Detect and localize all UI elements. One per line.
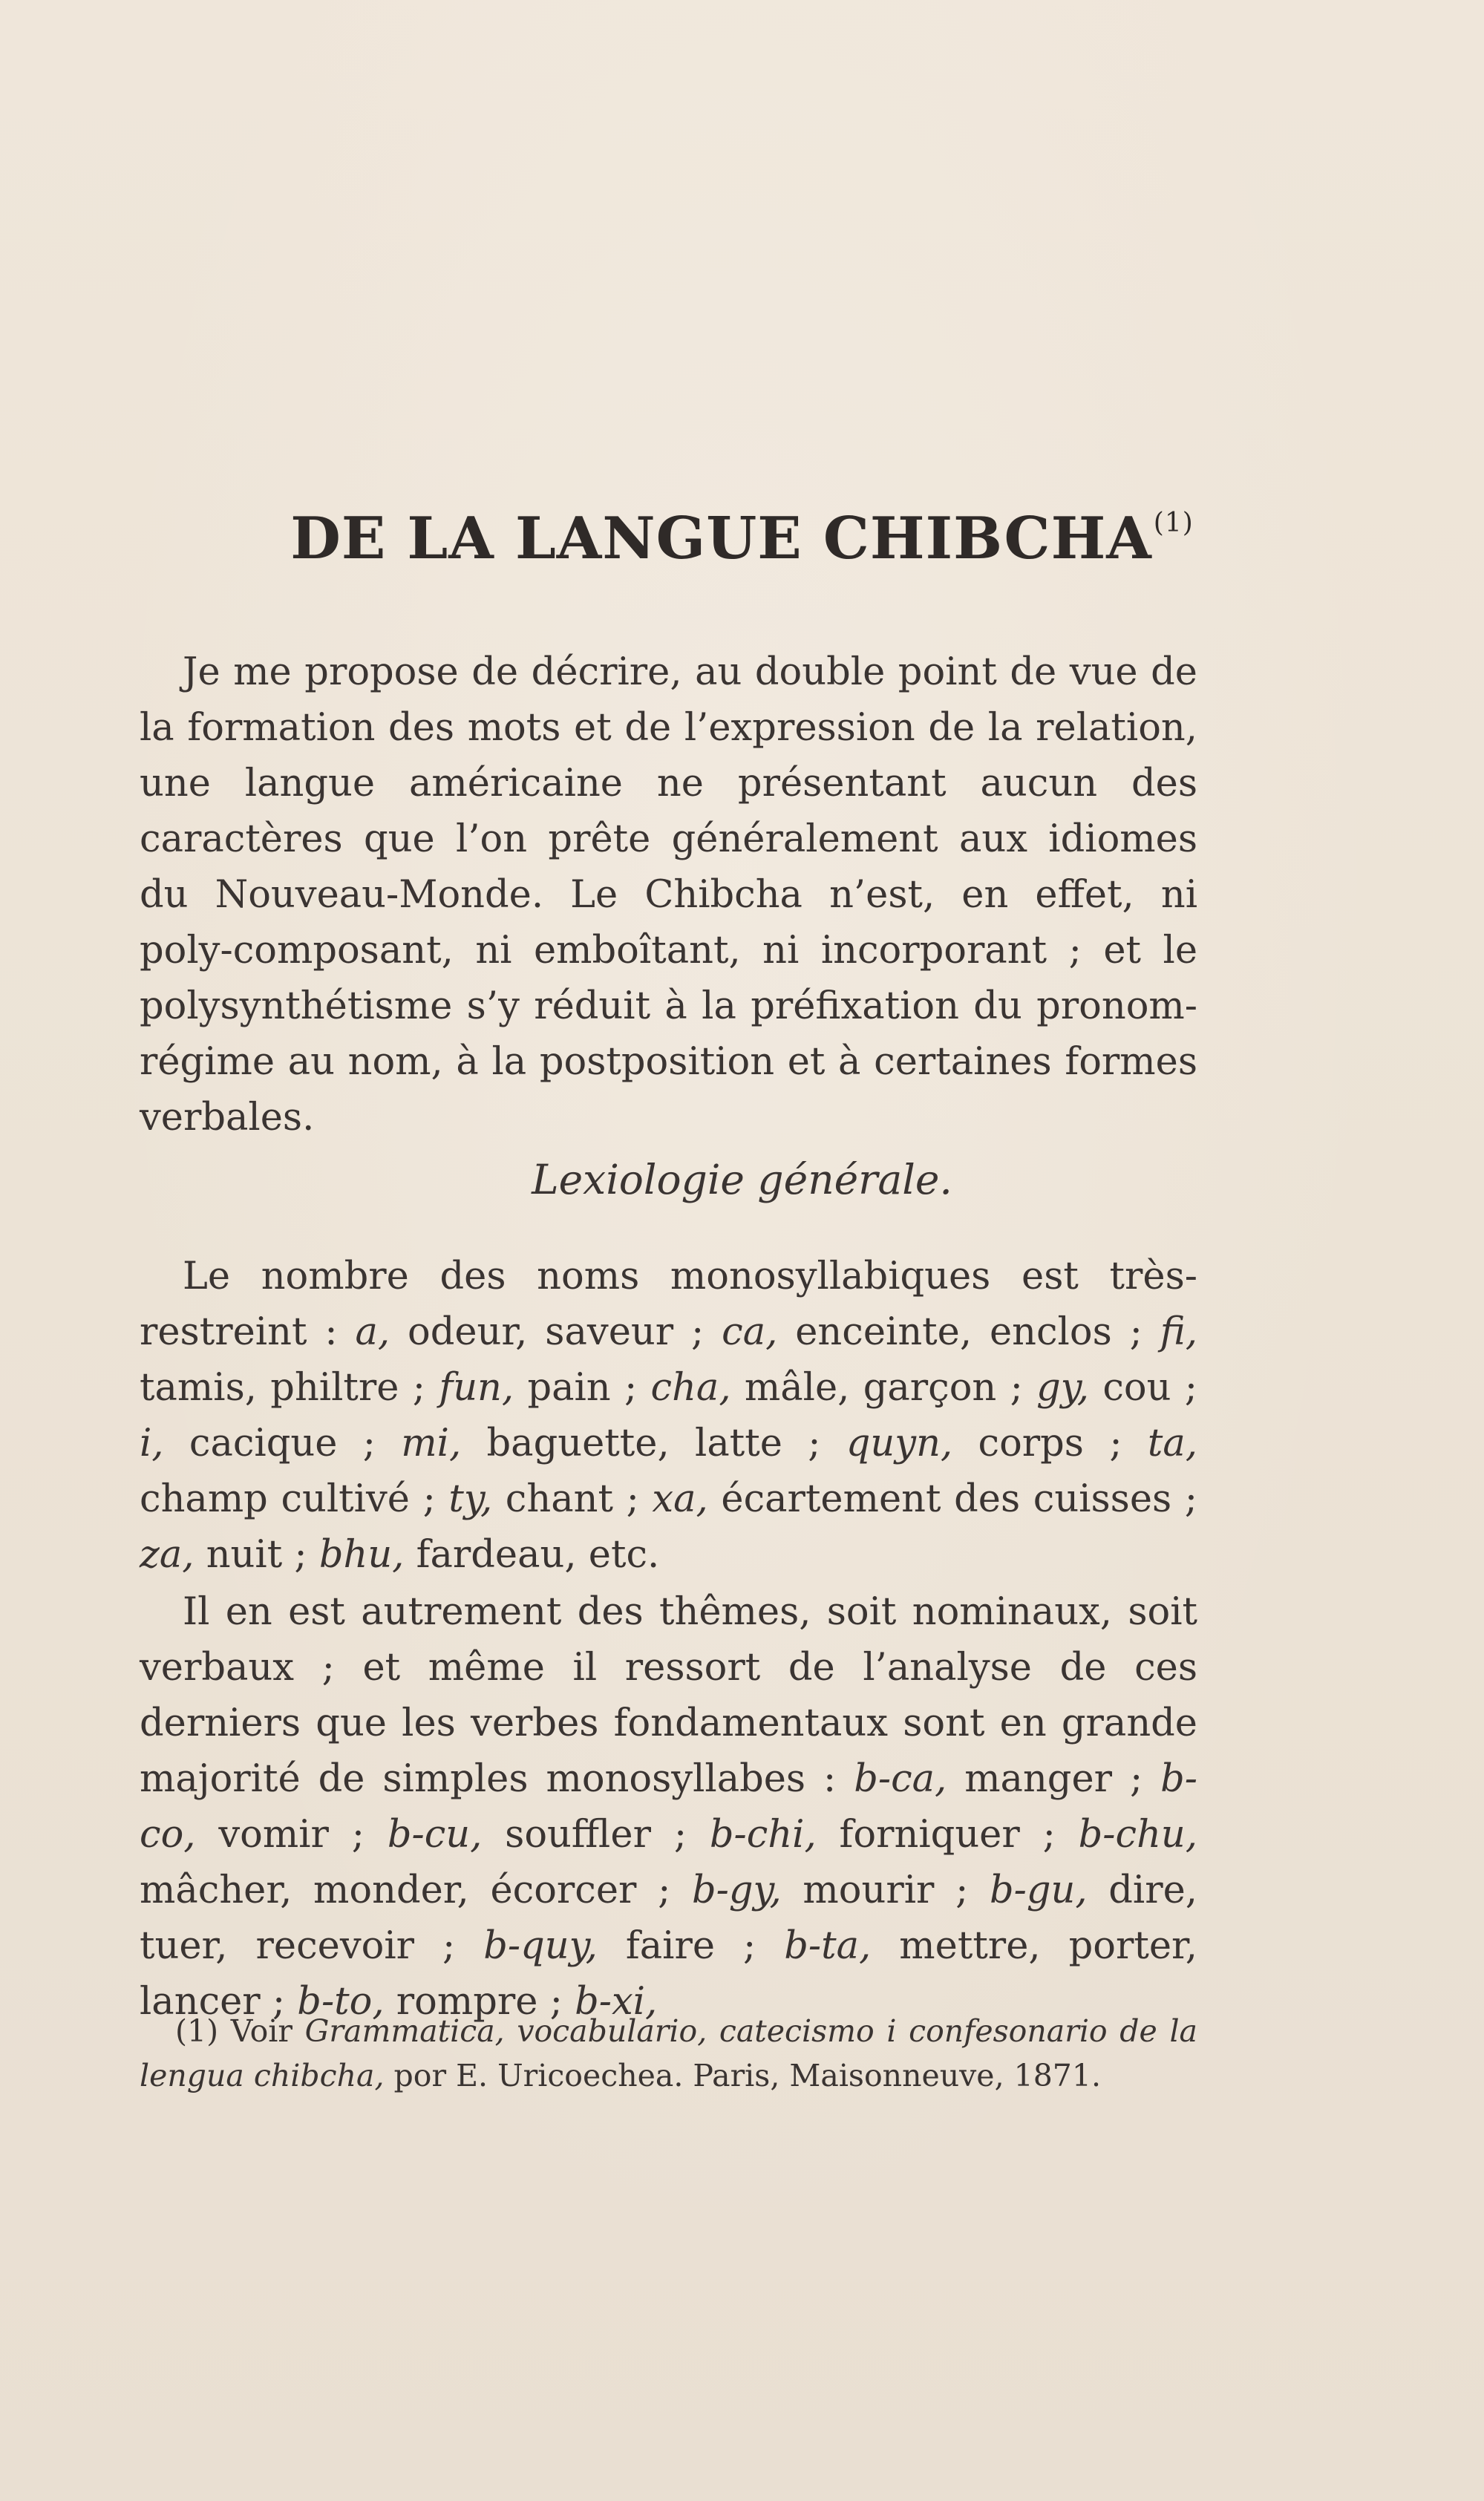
- text-run: rompre ;: [384, 1980, 575, 2024]
- text-run: dire, tuer, recevoir ;: [140, 1869, 1197, 1968]
- italic-term: quyn,: [846, 1422, 953, 1465]
- text-run: champ cultivé ;: [140, 1477, 449, 1521]
- text-run: pain ;: [514, 1366, 651, 1410]
- text-run: chant ;: [492, 1477, 653, 1521]
- title-text: DE LA LANGUE CHIBCHA: [290, 505, 1152, 572]
- italic-term: b-gy,: [691, 1869, 782, 1912]
- italic-term: mi,: [401, 1422, 462, 1465]
- text-run: (1) Voir: [175, 2013, 305, 2049]
- italic-term: ty,: [448, 1477, 493, 1521]
- text-run: manger ;: [947, 1757, 1161, 1801]
- italic-term: cha,: [650, 1366, 731, 1410]
- text-run: nuit ;: [194, 1533, 319, 1577]
- italic-term: bhu,: [318, 1533, 405, 1577]
- text-run: faire ;: [597, 1924, 785, 1968]
- paragraph-monosyllabic-nouns: [140, 1249, 1197, 1583]
- italic-term: Grammatica, vocabulario, catecismo i confesonario de la lengua chibcha,: [140, 2013, 1198, 2093]
- italic-term: b-chu,: [1078, 1813, 1197, 1857]
- italic-term: ta,: [1147, 1422, 1197, 1465]
- italic-term: b-xi,: [575, 1980, 658, 2024]
- italic-term: fi,: [1160, 1310, 1198, 1354]
- text-run: écartement des cuisses ;: [707, 1477, 1197, 1521]
- italic-term: za,: [140, 1533, 195, 1577]
- text-run: corps ;: [952, 1422, 1148, 1465]
- italic-term: b-ta,: [784, 1924, 872, 1968]
- page-title: [0, 505, 1484, 572]
- text-run: vomir ;: [195, 1813, 388, 1857]
- italic-term: b-ca,: [854, 1757, 947, 1801]
- text-run: odeur, saveur ;: [390, 1310, 722, 1354]
- italic-term: ca,: [722, 1310, 778, 1354]
- italic-term: b-quy,: [483, 1924, 598, 1968]
- italic-term: b-chi,: [709, 1813, 817, 1857]
- italic-term: b-to,: [297, 1980, 385, 2024]
- text-run: Il en est autrement des thêmes, soit nominaux, soit verbaux ; et même il ressort de l’analyse de ces derniers que les verbes fondamentaux sont en grande majorité de simples monosyllabes :: [140, 1590, 1197, 1801]
- text-run: souffler ;: [482, 1813, 710, 1857]
- text-run: forniquer ;: [816, 1813, 1079, 1857]
- title-footnote-marker: (1): [1153, 508, 1194, 538]
- section-heading: Lexiologie générale.: [532, 1156, 952, 1203]
- text-run: mâcher, monder, écorcer ;: [140, 1869, 692, 1912]
- italic-term: b-co,: [140, 1757, 1197, 1857]
- text-run: mourir ;: [781, 1869, 990, 1912]
- italic-term: a,: [355, 1310, 390, 1354]
- italic-term: i,: [140, 1422, 164, 1465]
- italic-term: fun,: [439, 1366, 514, 1410]
- text-run: cou ;: [1089, 1366, 1197, 1410]
- intro-paragraph: [140, 644, 1197, 1145]
- paragraph-verbal-themes: [140, 1584, 1197, 2030]
- text-run: Le nombre des noms monosyllabiques est très-restreint :: [140, 1255, 1197, 1354]
- text-run: baguette, latte ;: [461, 1422, 846, 1465]
- italic-term: xa,: [652, 1477, 708, 1521]
- intro-text: Je me propose de décrire, au double point de vue de la formation des mots et de l’expression de la relation, une langue américaine ne présentant aucun des caractères que l’on prête généralement aux idiomes du Nouveau-Monde. Le Chibcha n’est, en effet, ni poly-composant, ni emboîtant, ni incorporant ; et le polysynthétisme s’y réduit à la préfixation du pronom-régime au nom, à la postposition et à certaines formes verbales.: [140, 650, 1197, 1140]
- text-run: por E. Uricoechea. Paris, Maisonneuve, 1871.: [384, 2058, 1102, 2093]
- footnote: [140, 2009, 1197, 2098]
- text-run: fardeau, etc.: [404, 1533, 660, 1577]
- text-run: tamis, philtre ;: [140, 1366, 439, 1410]
- text-run: enceinte, enclos ;: [777, 1310, 1160, 1354]
- italic-term: b-gu,: [989, 1869, 1088, 1912]
- text-run: mettre, porter, lancer ;: [140, 1924, 1197, 2024]
- text-run: mâle, garçon ;: [730, 1366, 1037, 1410]
- text-run: cacique ;: [163, 1422, 402, 1465]
- italic-term: gy,: [1036, 1366, 1090, 1410]
- italic-term: b-cu,: [387, 1813, 483, 1857]
